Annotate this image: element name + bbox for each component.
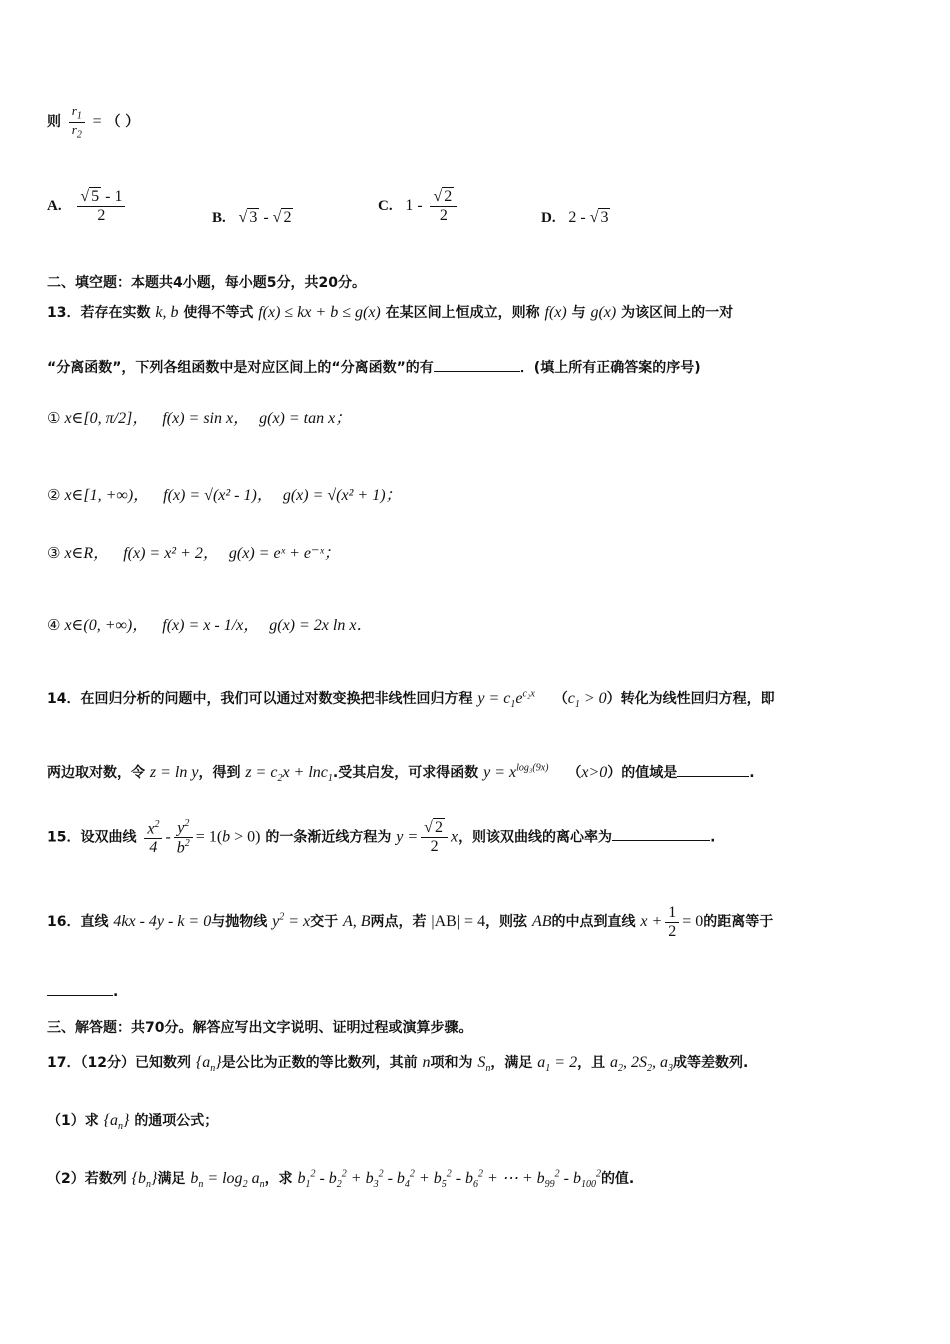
- option-c-label: C.: [378, 198, 393, 215]
- q13-line1: 13．若存在实数 k, b 使得不等式 f(x) ≤ kx + b ≤ g(x) 在某区间上恒成立，则称 f(x) 与 g(x) 为该区间上的一对: [47, 304, 734, 321]
- q13-line2: “分离函数”，下列各组函数中是对应区间上的“分离函数”的有 ．(填上所有正确答案的序号): [47, 360, 701, 376]
- q16-answer-blank[interactable]: [47, 995, 113, 996]
- q13-item-3: ③ x∈R， f(x) = x² + 2， g(x) = eˣ + e⁻ˣ；: [47, 544, 340, 562]
- q12-option-a[interactable]: [47, 188, 128, 224]
- q14-line2: 两边取对数，令 z = ln y，得到 $z = c_2x + \ln c_1$.受其启发，可求得函数 $y = x^{log_3(9x)}$ （x>0）的值域是 .: [47, 762, 755, 785]
- q12-paren: （ ）: [106, 114, 140, 131]
- q15-line: 15．设双曲线 $\frac{x^2}{4}$ - $\frac{y^2}{b^2}$ = 1(b > 0) 的一条渐近线方程为 y = $\frac{√ 2}{2}$ x，则该双曲线的离心率为 .: [47, 818, 716, 857]
- q13-item-4: ④ x∈(0, +∞)， f(x) = x - 1/x， g(x) = 2x ln x．: [47, 616, 373, 634]
- q12-option-b[interactable]: [212, 208, 293, 227]
- q16-line: 16．直线 4kx - 4y - k = 0与抛物线 $y^2 = x$交于 A, B两点，若 |AB| = 4，则弦 AB的中点到直线 x + $\frac{1}{2}$ = 0的距离等于: [47, 904, 774, 940]
- option-b-value: √ 3 - √ 2: [238, 209, 292, 226]
- q17-part1: （1）求 $\{a_n\}$ 的通项公式；: [47, 1112, 219, 1133]
- q12-option-c[interactable]: C. 1 - $\frac{√ 2}{2}$: [378, 188, 460, 224]
- q14-answer-blank[interactable]: [677, 776, 749, 777]
- option-d-label: D.: [541, 210, 556, 226]
- option-a-value: $\frac{√ 5 - 1}{2}$: [77, 188, 125, 224]
- section2-title: 二、填空题：本题共4小题，每小题5分，共20分。: [47, 275, 366, 291]
- section3-title: 三、解答题：共70分。解答应写出文字说明、证明过程或演算步骤。: [47, 1020, 473, 1036]
- option-c-value: $\frac{√ 2}{2}$: [430, 188, 457, 224]
- q16-blank-line: .: [47, 982, 118, 1000]
- q12-stem: 则 $\frac{r_1}{r_2}$ = （ ）: [47, 103, 140, 141]
- option-d-value: 2 - √ 3: [568, 209, 609, 226]
- q12-option-d[interactable]: [541, 208, 610, 227]
- q12-ze: 则: [47, 114, 61, 131]
- option-a-label: A.: [47, 198, 62, 215]
- q17-part2: （2）若数列 $\{b_n\}$满足 $b_n = \log_2 a_n$，求 $b_1^2 - b_2^2 + b_3^2 - b_4^2 + b_5^2 - b_6^2$ + ⋯ + $b_{99}^2 - b_{100}^2$的值.: [47, 1168, 635, 1191]
- q13-answer-blank[interactable]: [434, 371, 520, 372]
- option-b-label: B.: [212, 210, 226, 226]
- q12-ratio-fraction: $\frac{r_1}{r_2}$: [69, 104, 85, 140]
- q13-item-1: ① x∈[0, π/2]， f(x) = sin x， g(x) = tan x；: [47, 409, 352, 427]
- q17-line: 17．（12分）已知数列 $\{a_n\}$是公比为正数的等比数列，其前 n项和为 $S_n$，满足 $a_1 = 2$，且 $a_2$, $2S_2$, $a_3$成等差数列.: [47, 1054, 749, 1075]
- q13-item-2: ② x∈[1, +∞)， f(x) = √(x² - 1)， g(x) = √(x² + 1)；: [47, 486, 402, 504]
- q15-answer-blank[interactable]: [612, 840, 710, 841]
- q14-line1: 14．在回归分析的问题中，我们可以通过对数变换把非线性回归方程 $y = c_1e^{c_2x}$ $(c_1 > 0)$转化为线性回归方程，即: [47, 688, 775, 711]
